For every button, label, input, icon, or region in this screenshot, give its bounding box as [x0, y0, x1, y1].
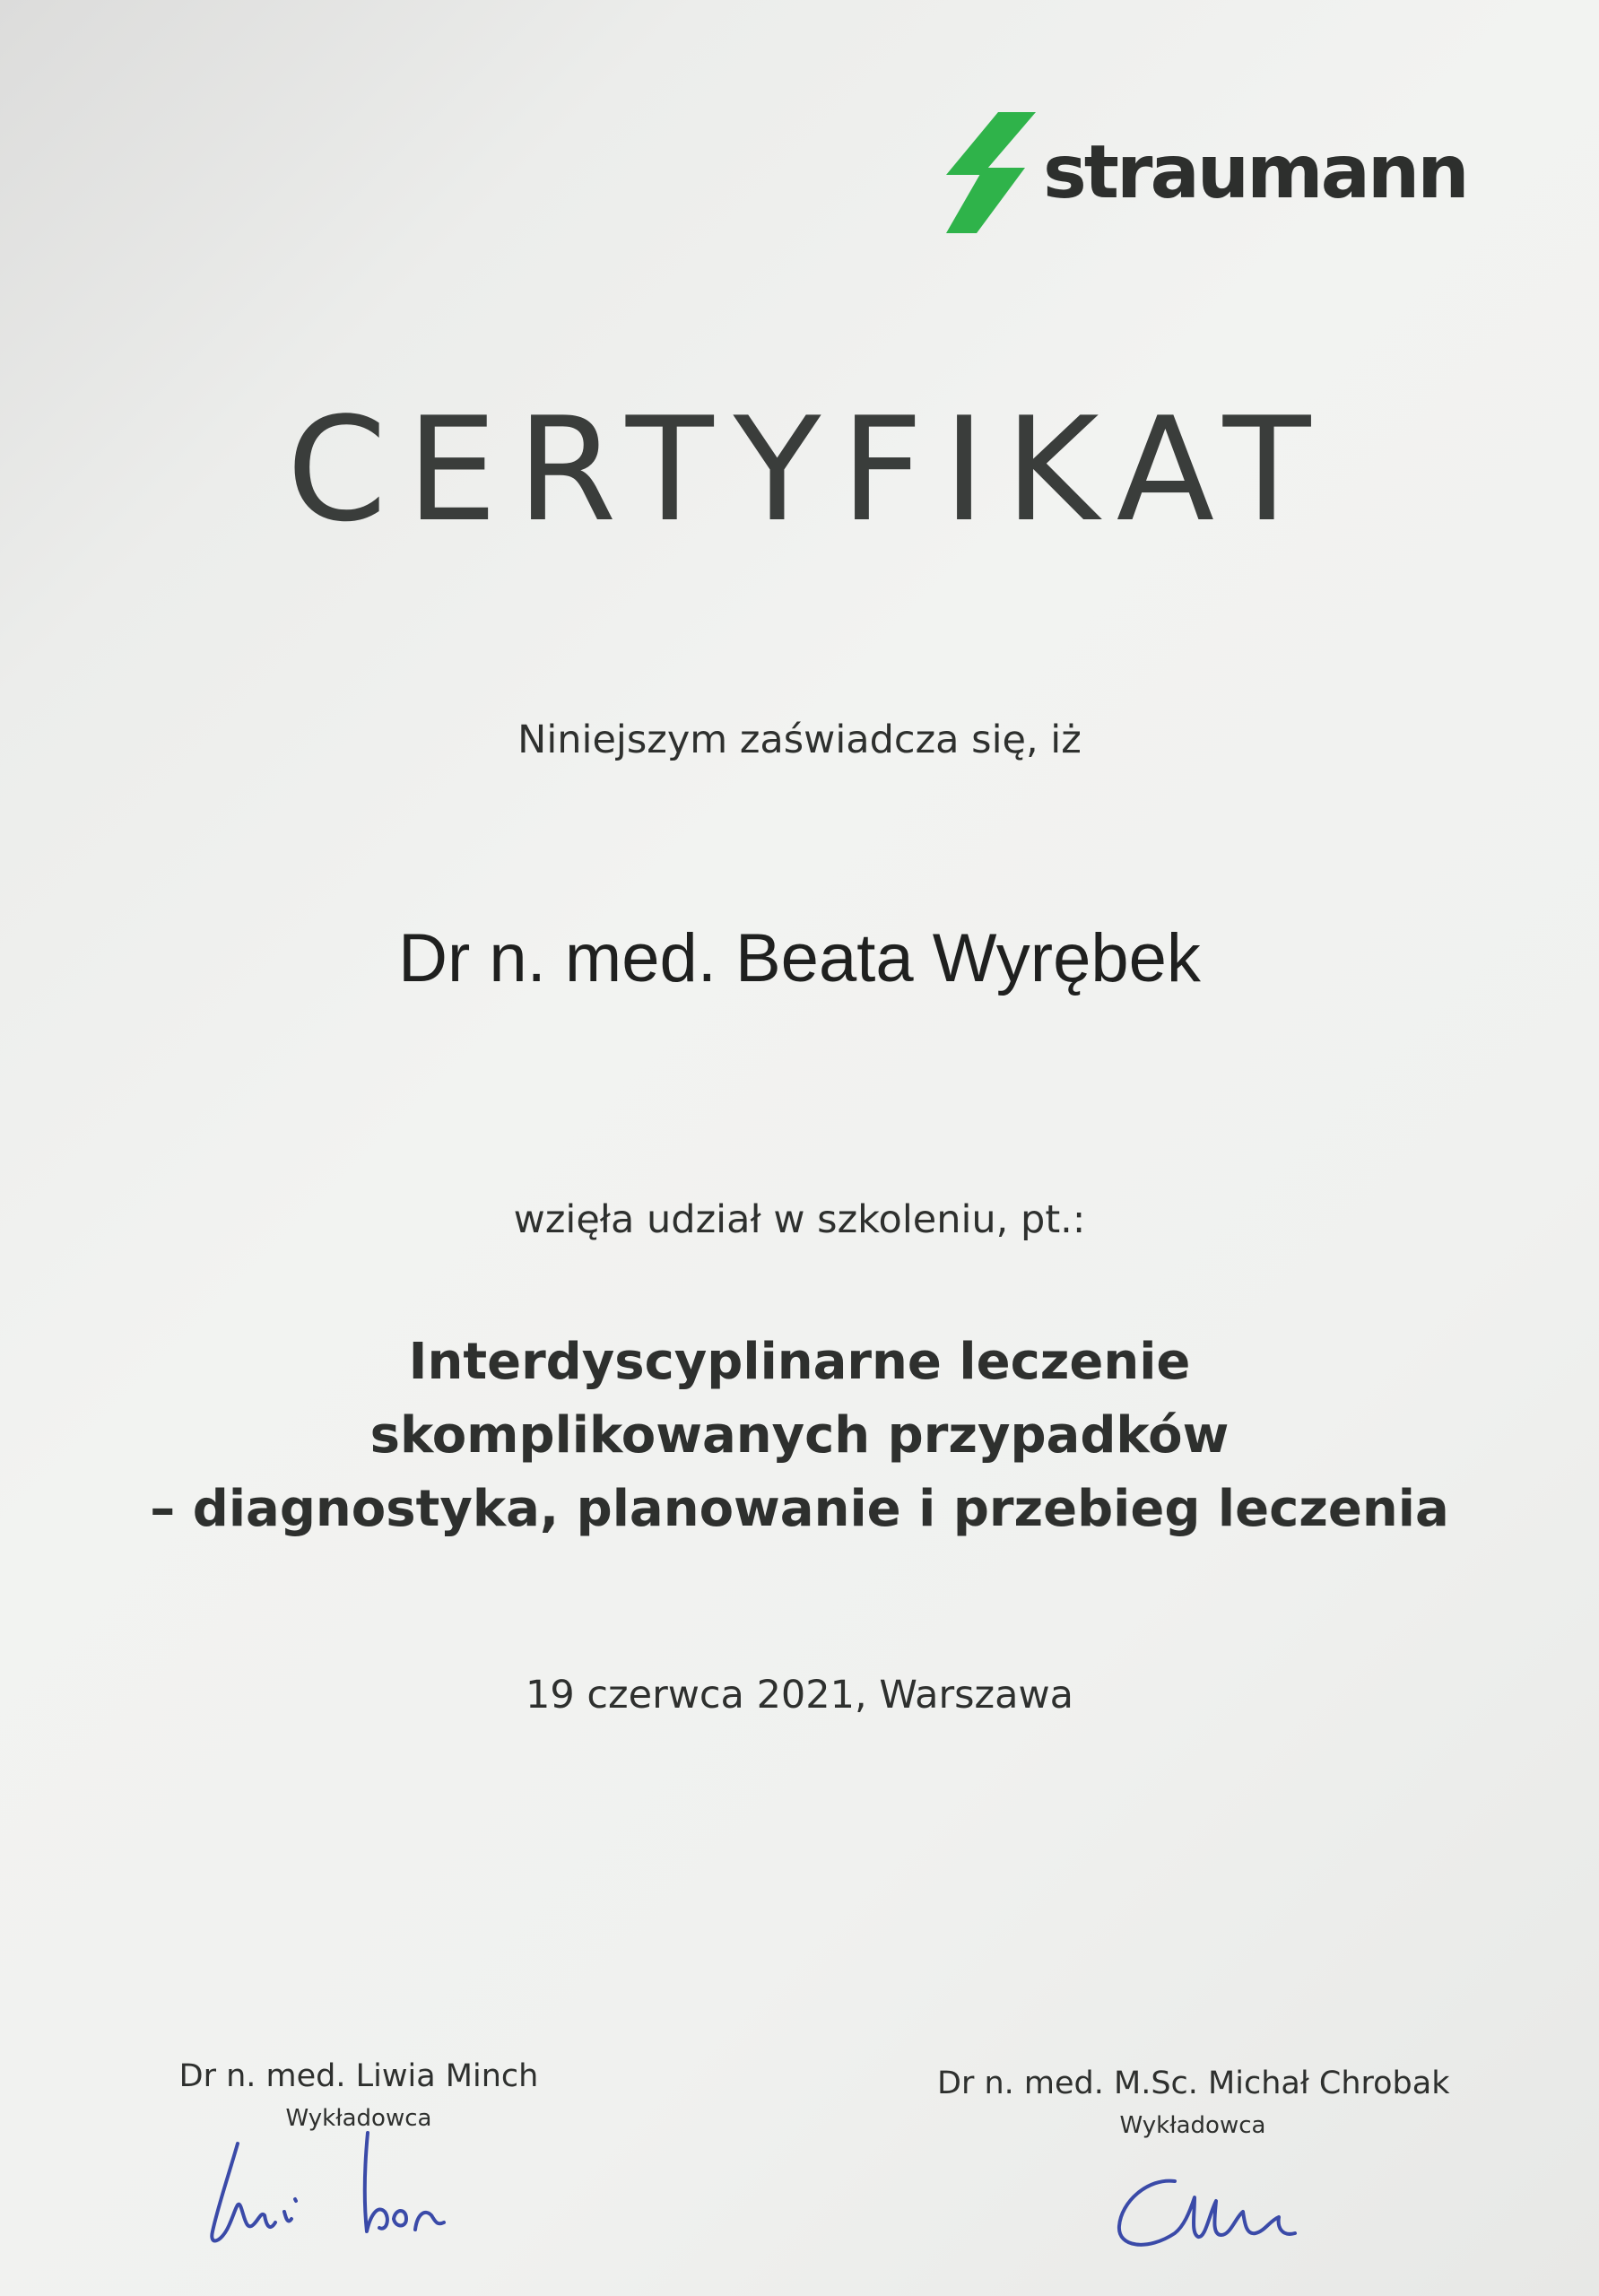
lecturer-role: Wykładowca: [1119, 2112, 1266, 2139]
recipient-name: Dr n. med. Beata Wyrębek: [398, 920, 1201, 996]
signature-right: [1112, 2161, 1309, 2260]
course-title: [0, 1326, 1599, 1546]
intro-text: Niniejszym zaświadcza się, iż: [517, 718, 1082, 762]
lecturer-role: Wykładowca: [285, 2105, 432, 2132]
lecturer-left: [139, 2058, 578, 2132]
participation-text: wzięła udział w szkoleniu, pt.:: [513, 1197, 1086, 1242]
certificate-title: CERTYFIKAT: [286, 386, 1331, 553]
course-title-line: Interdyscyplinarne leczenie: [408, 1333, 1191, 1391]
lecturer-right: [937, 2066, 1448, 2139]
course-title-line: – diagnostyka, planowanie i przebieg leczenia: [150, 1480, 1449, 1538]
straumann-wordmark: straumann: [1043, 130, 1467, 215]
straumann-mark-icon: [946, 112, 1036, 233]
lecturer-name: Dr n. med. M.Sc. Michał Chrobak: [937, 2066, 1450, 2101]
date-place: 19 czerwca 2021, Warszawa: [526, 1673, 1073, 1718]
course-title-line: skomplikowanych przypadków: [369, 1406, 1230, 1465]
straumann-logo: [946, 112, 1502, 238]
signature-left: [202, 2126, 462, 2260]
lecturer-name: Dr n. med. Liwia Minch: [178, 2058, 539, 2094]
